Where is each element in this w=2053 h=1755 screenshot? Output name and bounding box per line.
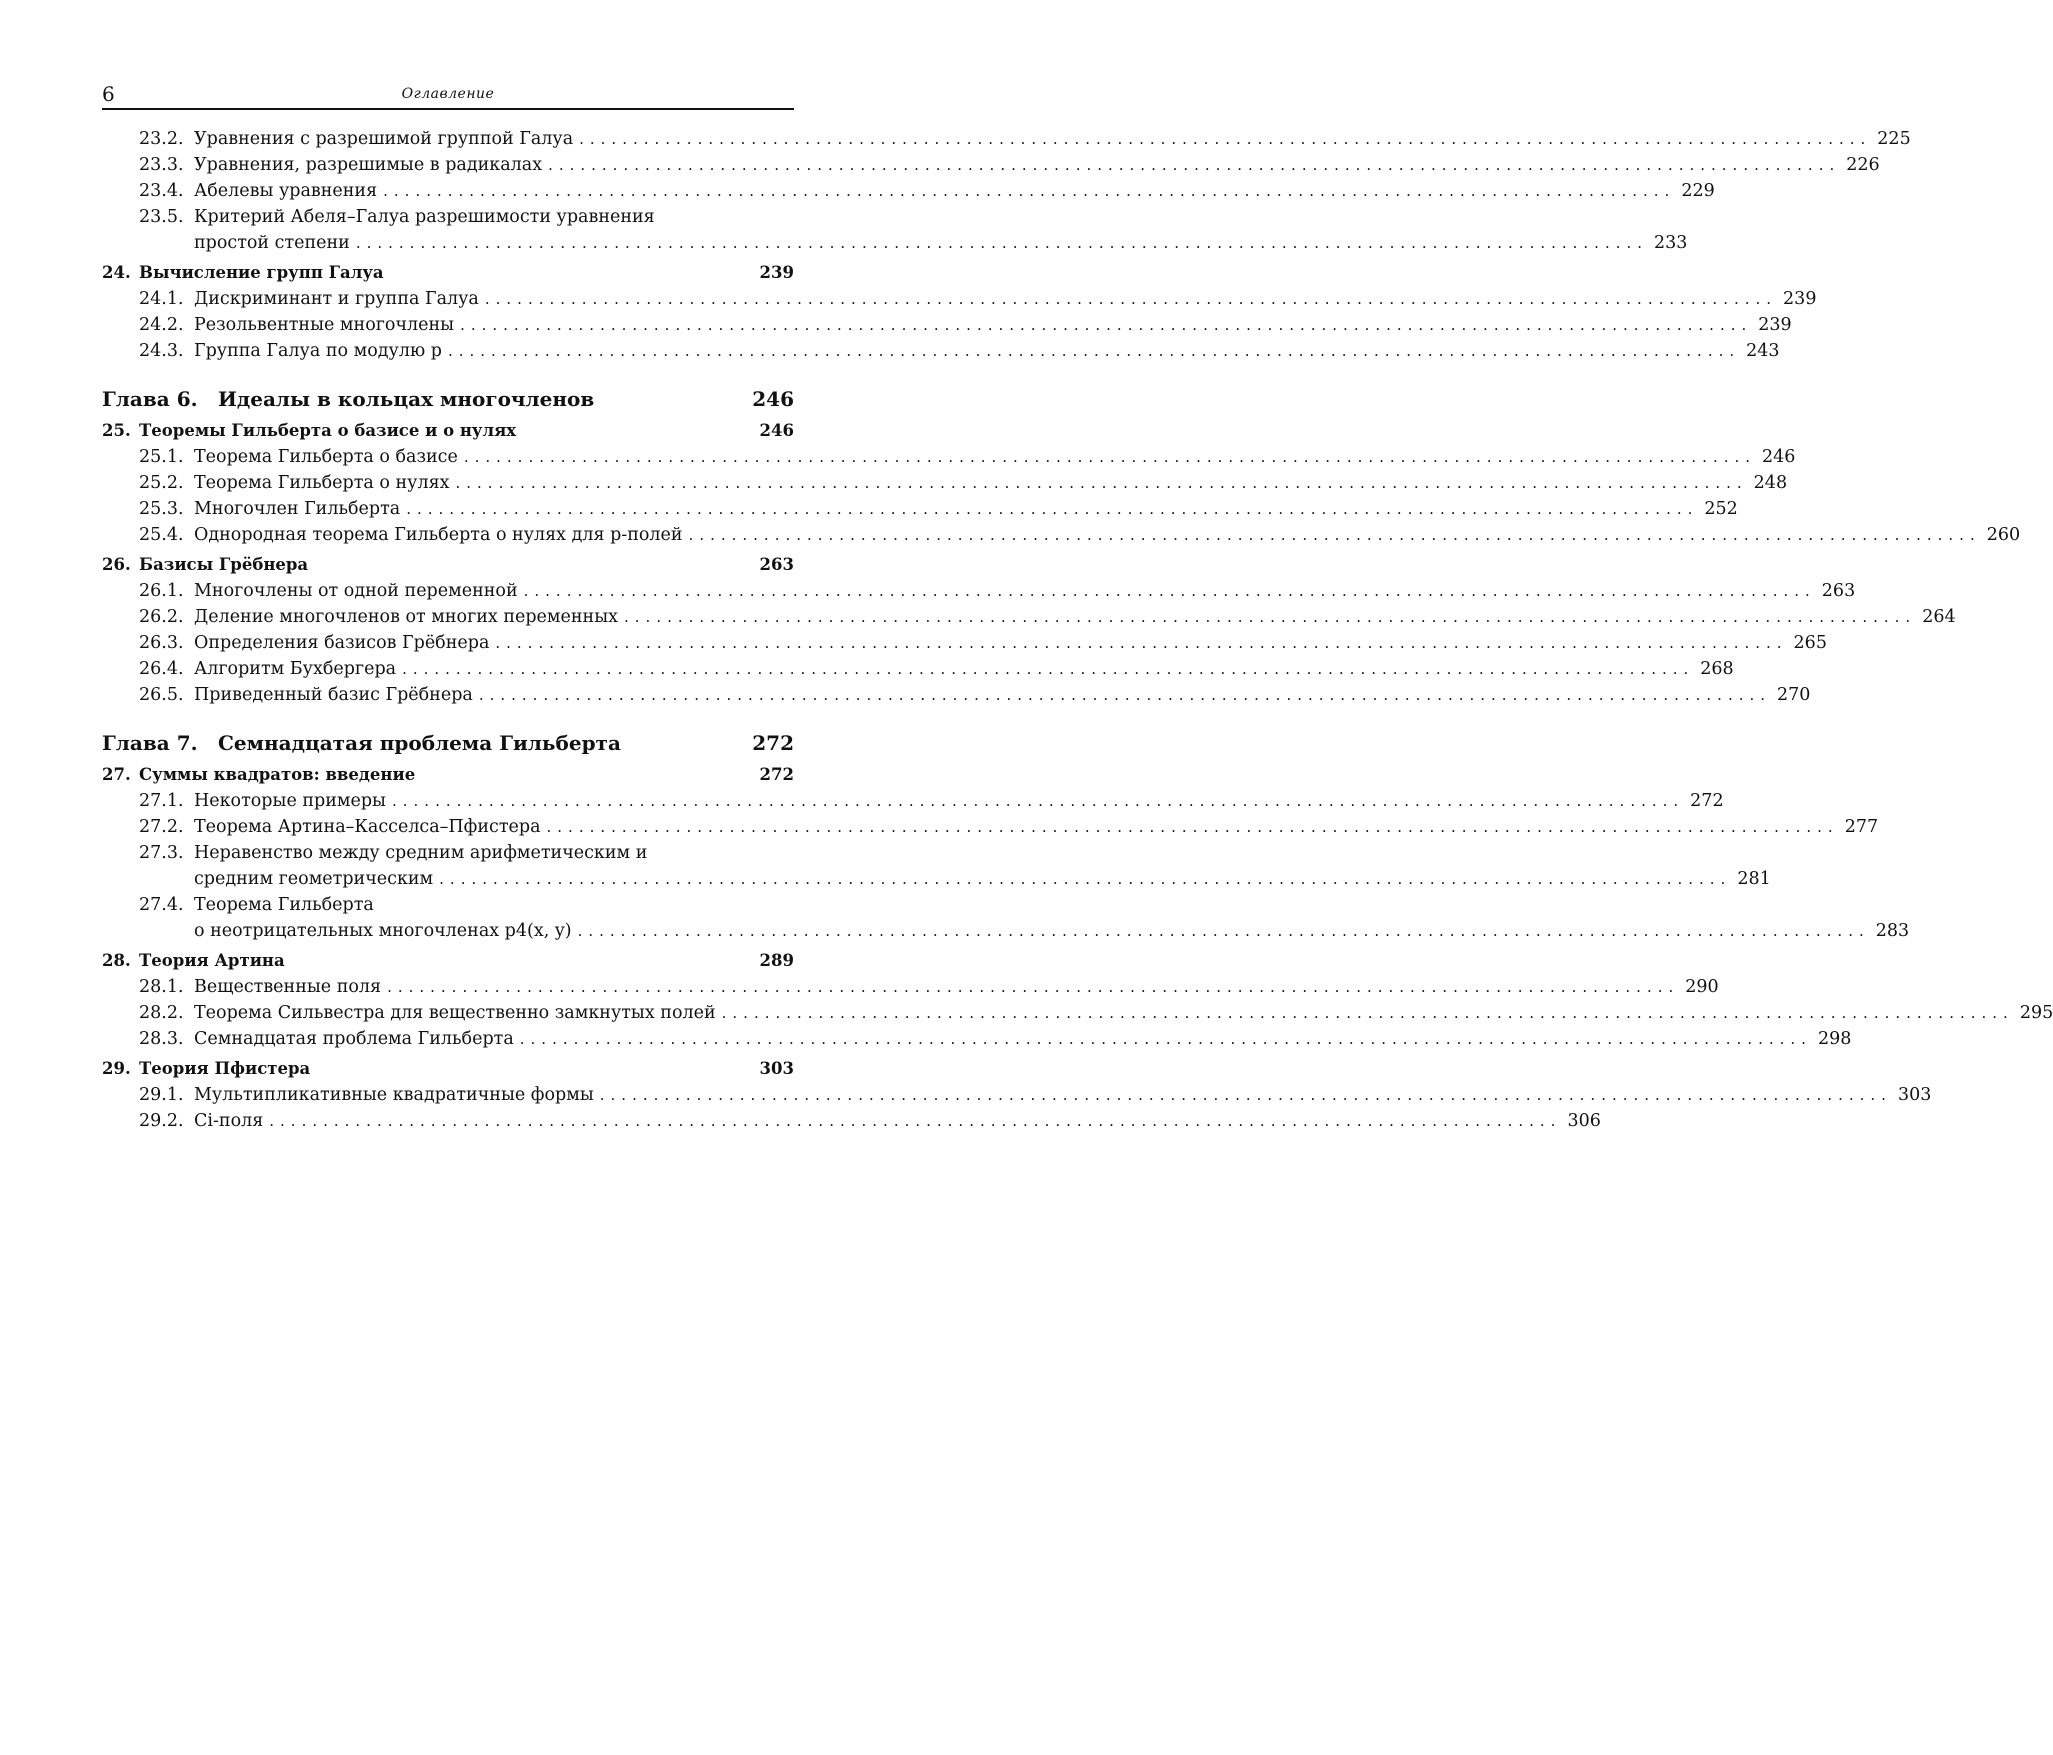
toc-entry-section (102, 948, 794, 974)
toc-entry-title: Неравенство между средним арифметическим и (194, 843, 648, 863)
toc-entry-cont (102, 918, 1910, 944)
dot-leader: ........................................................................................................................ (624, 608, 1917, 626)
toc-entry-number: 27.4. (139, 895, 184, 915)
toc-entry-sub (102, 788, 1724, 814)
toc-entry-title: Теоремы Гильберта о базисе и о нулях (139, 421, 517, 440)
dot-leader: ........................................................................................................................ (484, 290, 1778, 308)
toc-entry-sub (102, 814, 1879, 840)
toc-entry-number: 25.3. (139, 499, 184, 519)
toc-entry-sub (102, 496, 1738, 522)
toc-entry-sub (102, 204, 794, 230)
toc-entry-title: Уравнения с разрешимой группой Галуа (194, 129, 574, 149)
toc-entry-page: 295 (2019, 1003, 2053, 1023)
toc-entry-sub (102, 470, 1788, 496)
dot-leader: ........................................................................................................................ (460, 316, 1753, 334)
toc-entry-title: Базисы Грёбнера (139, 555, 309, 574)
toc-entry-sub (102, 630, 1827, 656)
toc-entry-title: Семнадцатая проблема Гильберта (194, 1029, 514, 1049)
dot-leader: ........................................................................................................................ (546, 818, 1839, 836)
dot-leader: ........................................................................................................................ (463, 448, 1757, 466)
toc-entry-section (102, 552, 794, 578)
toc-entry-title: Суммы квадратов: введение (139, 765, 416, 784)
toc-entry-page: 239 (1783, 289, 1817, 309)
toc-entry-page: 239 (759, 263, 794, 282)
dot-leader: ........................................................................................................................ (439, 870, 1732, 888)
toc-entry-number: 26. (102, 555, 131, 574)
toc-entry-title: Мультипликативные квадратичные формы (194, 1085, 594, 1105)
dot-leader: ........................................................................................................................ (406, 500, 1699, 518)
toc-entry-page: 264 (1922, 607, 1956, 627)
toc-entry-page: 272 (752, 731, 794, 755)
toc-entry-chapter (102, 384, 794, 414)
toc-entry-cont (102, 230, 1688, 256)
toc-entry-number: 29.2. (139, 1111, 184, 1131)
toc-entry-title: Некоторые примеры (194, 791, 386, 811)
toc-entry-page: 246 (1762, 447, 1796, 467)
toc-entry-title: простой степени (194, 233, 350, 253)
dot-leader: ........................................................................................................................ (392, 792, 1685, 810)
toc-entry-page: 303 (1897, 1085, 1932, 1105)
toc-entry-number: 26.5. (139, 685, 184, 705)
toc-entry-sub (102, 1082, 1932, 1108)
toc-entry-page: 298 (1817, 1029, 1852, 1049)
toc-entry-number: 26.1. (139, 581, 184, 601)
toc-entry-sub (102, 286, 1817, 312)
toc-entry-number: 29. (102, 1059, 131, 1078)
toc-entry-title: средним геометрическим (194, 869, 434, 889)
toc-entry-title: Многочлены от одной переменной (194, 581, 518, 601)
toc-entry-page: 268 (1700, 659, 1734, 679)
toc-entry-number: 29.1. (139, 1085, 184, 1105)
dot-leader: ........................................................................................................................ (688, 526, 1981, 544)
toc-entry-title: о неотрицательных многочленах p4(x, y) (194, 921, 572, 941)
dot-leader: ........................................................................................................................ (577, 922, 1870, 940)
toc-entry-page: 290 (1685, 977, 1719, 997)
dot-leader: ........................................................................................................................ (383, 182, 1676, 200)
toc-entry-page: 243 (1746, 341, 1780, 361)
toc-entry-number: 25.2. (139, 473, 184, 493)
toc-entry-page: 263 (1821, 581, 1856, 601)
toc-entry-number: Глава 7. (102, 731, 198, 755)
toc-entry-number: 24.1. (139, 289, 184, 309)
toc-entry-number: 23.3. (139, 155, 184, 175)
running-header (102, 80, 794, 110)
toc-entry-page: 225 (1877, 129, 1911, 149)
toc-entry-page: 226 (1846, 155, 1880, 175)
toc-entry-number: 23.2. (139, 129, 184, 149)
toc-entry-number: 23.4. (139, 181, 184, 201)
toc-entry-number: 25.1. (139, 447, 184, 467)
toc-entry-section (102, 418, 794, 444)
toc-entry-page: 272 (759, 765, 794, 784)
table-of-contents (102, 126, 2053, 1134)
toc-entry-sub (102, 126, 1911, 152)
toc-entry-sub (102, 152, 1880, 178)
toc-entry-title: Определения базисов Грёбнера (194, 633, 490, 653)
toc-entry-number: 24.2. (139, 315, 184, 335)
dot-leader: ........................................................................................................................ (455, 474, 1748, 492)
toc-entry-sub (102, 682, 1811, 708)
toc-entry-sub (102, 974, 1719, 1000)
toc-entry-title: Ci-поля (194, 1111, 264, 1131)
toc-entry-title: Вещественные поля (194, 977, 382, 997)
toc-entry-cont (102, 866, 1771, 892)
toc-entry-sub (102, 604, 1956, 630)
toc-entry-page: 246 (752, 387, 794, 411)
toc-entry-title: Дискриминант и группа Галуа (194, 289, 479, 309)
toc-entry-title: Однородная теорема Гильберта о нулях для p-полей (194, 525, 683, 545)
toc-entry-title: Теорема Гильберта о базисе (194, 447, 458, 467)
toc-entry-section (102, 260, 794, 286)
toc-entry-number: 28.2. (139, 1003, 184, 1023)
toc-entry-section (102, 1056, 794, 1082)
toc-entry-title: Критерий Абеля–Галуа разрешимости уравнения (194, 207, 655, 227)
dot-leader: ........................................................................................................................ (402, 660, 1695, 678)
toc-entry-number: 26.4. (139, 659, 184, 679)
toc-entry-page: 306 (1567, 1111, 1601, 1131)
dot-leader: ........................................................................................................................ (548, 156, 1841, 174)
toc-entry-chapter (102, 728, 794, 758)
toc-entry-sub (102, 1000, 2053, 1026)
toc-entry-sub (102, 656, 1734, 682)
toc-entry-sub (102, 522, 2021, 548)
toc-entry-number: 26.2. (139, 607, 184, 627)
toc-entry-title: Алгоритм Бухбергера (194, 659, 397, 679)
toc-entry-page: 281 (1737, 869, 1771, 889)
toc-entry-title: Теорема Сильвестра для вещественно замкнутых полей (194, 1003, 716, 1023)
dot-leader: ........................................................................................................................ (355, 234, 1649, 252)
toc-entry-page: 283 (1875, 921, 1910, 941)
page-number: 6 (102, 82, 115, 106)
dot-leader: ........................................................................................................................ (495, 634, 1788, 652)
toc-entry-title: Вычисление групп Галуа (139, 263, 384, 282)
toc-entry-title: Теория Артина (139, 951, 285, 970)
toc-entry-page: 263 (759, 555, 794, 574)
toc-entry-page: 246 (759, 421, 794, 440)
toc-entry-page: 303 (759, 1059, 794, 1078)
dot-leader: ........................................................................................................................ (579, 130, 1872, 148)
toc-entry-sub (102, 840, 794, 866)
toc-entry-page: 239 (1758, 315, 1792, 335)
toc-entry-title: Резольвентные многочлены (194, 315, 455, 335)
toc-entry-number: 28. (102, 951, 131, 970)
toc-entry-number: 28.1. (139, 977, 184, 997)
toc-entry-number: 27. (102, 765, 131, 784)
dot-leader: ........................................................................................................................ (447, 342, 1741, 360)
toc-entry-sub (102, 1026, 1852, 1052)
toc-entry-section (102, 762, 794, 788)
toc-entry-title: Деление многочленов от многих переменных (194, 607, 619, 627)
toc-entry-title: Теорема Гильберта (194, 895, 374, 915)
toc-entry-title: Группа Галуа по модулю p (194, 341, 442, 361)
toc-entry-title: Теория Пфистера (139, 1059, 311, 1078)
toc-entry-title: Теорема Артина–Касселса–Пфистера (194, 817, 541, 837)
toc-entry-title: Уравнения, разрешимые в радикалах (194, 155, 543, 175)
toc-entry-page: 248 (1753, 473, 1788, 493)
toc-entry-page: 277 (1844, 817, 1879, 837)
toc-entry-page: 229 (1681, 181, 1715, 201)
toc-entry-number: 25. (102, 421, 131, 440)
toc-entry-title: Абелевы уравнения (194, 181, 378, 201)
toc-entry-number: 24. (102, 263, 131, 282)
toc-entry-page: 270 (1777, 685, 1811, 705)
toc-entry-sub (102, 178, 1715, 204)
toc-entry-title: Семнадцатая проблема Гильберта (218, 731, 621, 755)
toc-entry-sub (102, 338, 1780, 364)
dot-leader: ........................................................................................................................ (523, 582, 1816, 600)
toc-entry-page: 289 (759, 951, 794, 970)
dot-leader: ........................................................................................................................ (721, 1004, 2014, 1022)
toc-entry-sub (102, 312, 1792, 338)
dot-leader: ........................................................................................................................ (599, 1086, 1892, 1104)
toc-entry-number: 27.1. (139, 791, 184, 811)
toc-entry-title: Теорема Гильберта о нулях (194, 473, 450, 493)
toc-entry-page: 252 (1704, 499, 1738, 519)
toc-entry-number: 27.3. (139, 843, 184, 863)
toc-entry-sub (102, 892, 794, 918)
dot-leader: ........................................................................................................................ (519, 1030, 1812, 1048)
running-title: Оглавление (401, 86, 495, 102)
document-page (102, 80, 2053, 1134)
toc-entry-number: Глава 6. (102, 387, 198, 411)
toc-entry-title: Многочлен Гильберта (194, 499, 401, 519)
toc-entry-title: Приведенный базис Грёбнера (194, 685, 473, 705)
toc-entry-number: 23.5. (139, 207, 184, 227)
toc-entry-sub (102, 444, 1796, 470)
toc-entry-page: 260 (1986, 525, 2021, 545)
toc-entry-title: Идеалы в кольцах многочленов (218, 387, 595, 411)
toc-entry-number: 27.2. (139, 817, 184, 837)
toc-entry-page: 265 (1793, 633, 1827, 653)
toc-entry-page: 272 (1690, 791, 1724, 811)
toc-entry-number: 26.3. (139, 633, 184, 653)
toc-entry-page: 233 (1654, 233, 1688, 253)
toc-entry-number: 24.3. (139, 341, 184, 361)
toc-entry-sub (102, 578, 1856, 604)
dot-leader: ........................................................................................................................ (387, 978, 1680, 996)
toc-entry-sub (102, 1108, 1601, 1134)
dot-leader: ........................................................................................................................ (478, 686, 1772, 704)
dot-leader: ........................................................................................................................ (269, 1112, 1562, 1130)
toc-entry-number: 28.3. (139, 1029, 184, 1049)
toc-entry-number: 25.4. (139, 525, 184, 545)
